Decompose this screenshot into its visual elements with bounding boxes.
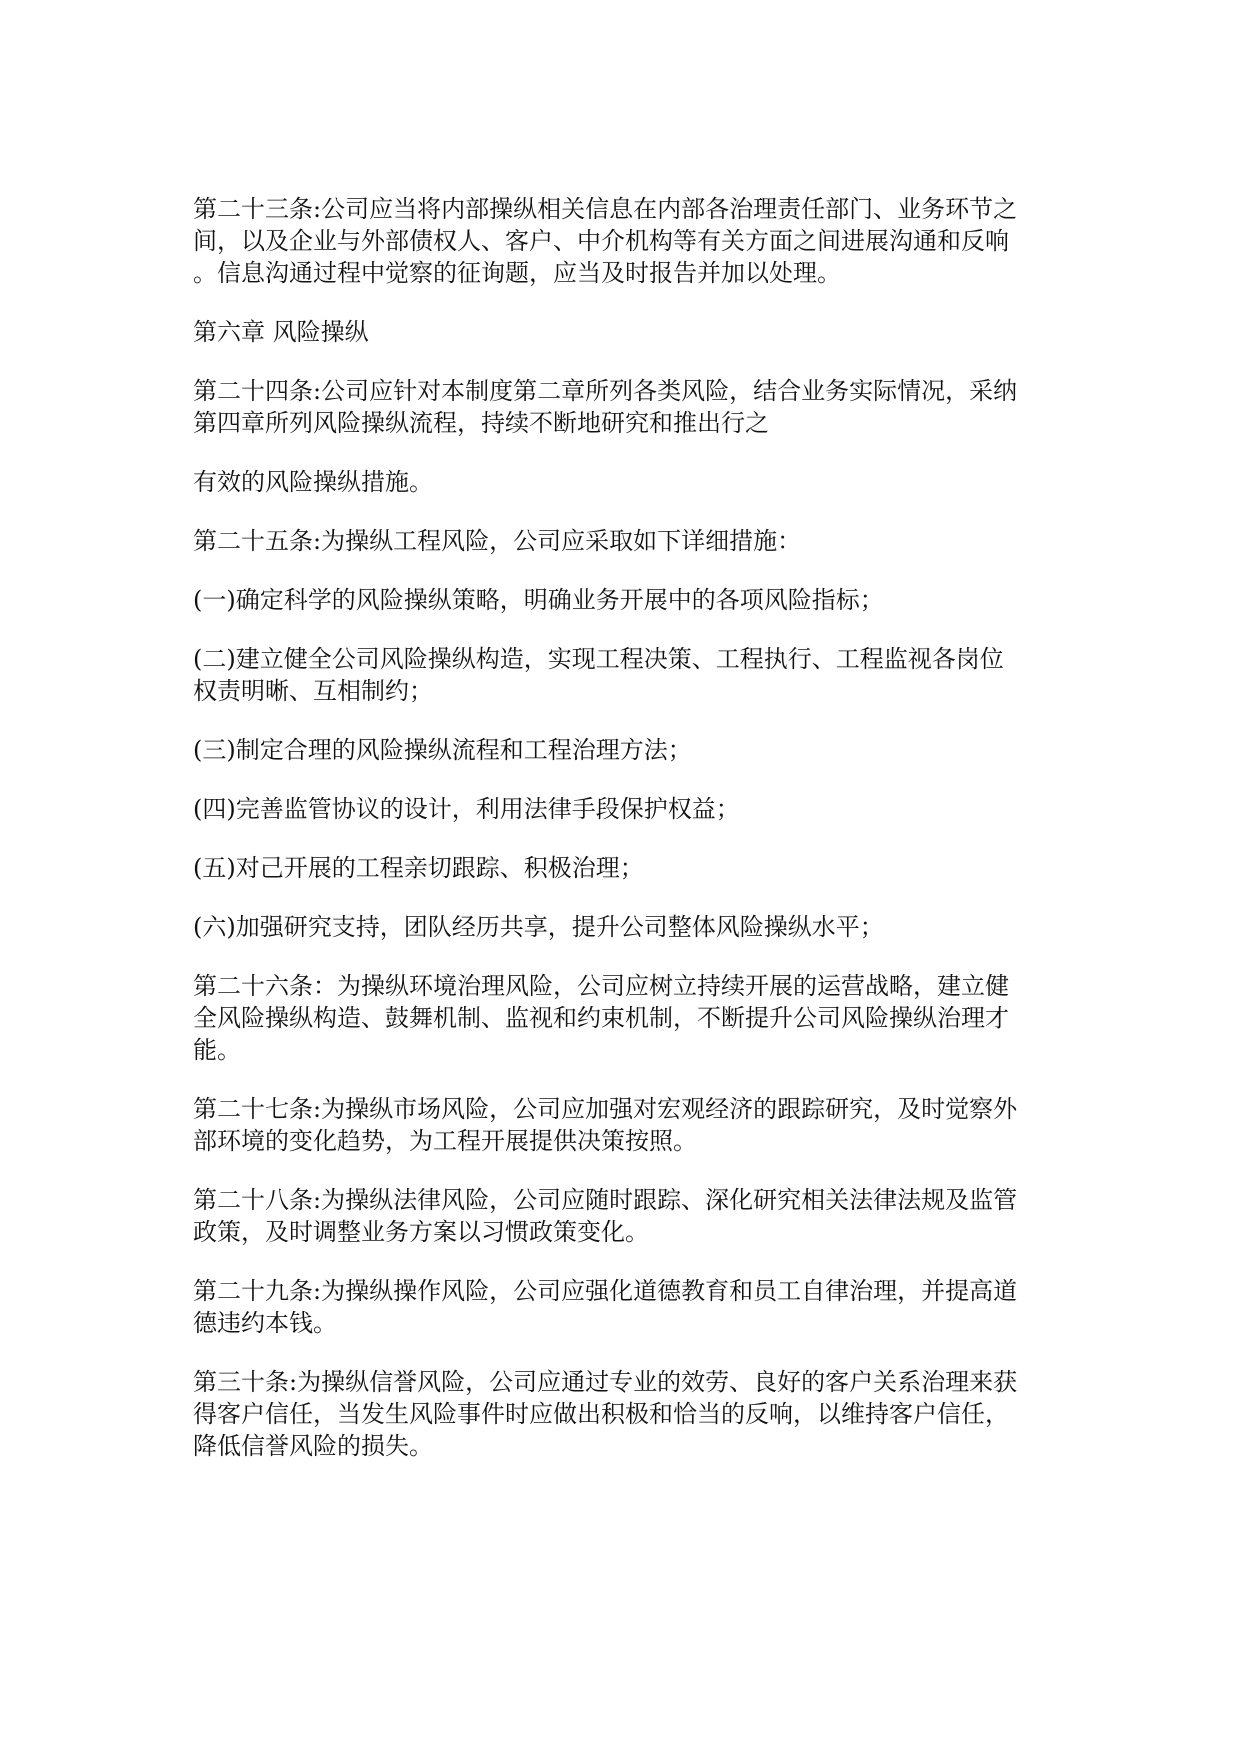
measure-item-3 xyxy=(193,734,1053,766)
text-line: 第六章 风险操纵 xyxy=(193,318,369,346)
text-line: 第二十三条:公司应当将内部操纵相关信息在内部各治理责任部门、业务环节之 xyxy=(193,195,1018,223)
text-line: 有效的风险操纵措施。 xyxy=(193,468,433,496)
text-line: (四)完善监管协议的设计，利用法律手段保护权益； xyxy=(193,795,740,823)
article-27 xyxy=(193,1093,1053,1157)
article-29 xyxy=(193,1275,1053,1339)
text-line: 第二十四条:公司应针对本制度第二章所列各类风险，结合业务实际情况，采纳 xyxy=(193,377,1018,405)
text-line: 德违约本钱。 xyxy=(193,1309,337,1337)
text-line: 全风险操纵构造、鼓舞机制、监视和约束机制，不断提升公司风险操纵治理才 xyxy=(193,1004,1009,1032)
text-line: 第四章所列风险操纵流程，持续不断地研究和推出行之 xyxy=(193,409,769,437)
text-line: 第二十九条:为操纵操作风险，公司应强化道德教育和员工自律治理，并提高道 xyxy=(193,1277,1018,1305)
text-line: (六)加强研究支持，团队经历共享，提升公司整体风险操纵水平； xyxy=(193,913,884,941)
measure-item-5 xyxy=(193,852,1053,884)
text-line: 得客户信任，当发生风险事件时应做出积极和恰当的反响，以维持客户信任， xyxy=(193,1400,1009,1428)
article-24-continuation xyxy=(193,466,1053,498)
text-line: (二)建立健全公司风险操纵构造，实现工程决策、工程执行、工程监视各岗位 xyxy=(193,645,1004,673)
chapter-heading xyxy=(193,316,1053,348)
measure-item-4 xyxy=(193,793,1053,825)
text-line: 第三十条:为操纵信誉风险，公司应通过专业的效劳、良好的客户关系治理来获 xyxy=(193,1368,1018,1396)
document-page xyxy=(193,193,1053,1462)
text-line: (一)确定科学的风险操纵策略，明确业务开展中的各项风险指标； xyxy=(193,586,884,614)
measure-item-2 xyxy=(193,643,1053,707)
measure-item-6 xyxy=(193,911,1053,943)
text-line: 能。 xyxy=(193,1036,241,1064)
text-line: 间，以及企业与外部债权人、客户、中介机构等有关方面之间进展沟通和反响 xyxy=(193,227,1009,255)
article-23 xyxy=(193,193,1053,289)
article-24 xyxy=(193,375,1053,439)
text-line: 。信息沟通过程中觉察的征询题，应当及时报告并加以处理。 xyxy=(193,259,841,287)
article-30 xyxy=(193,1366,1053,1462)
text-line: 第二十六条：为操纵环境治理风险，公司应树立持续开展的运营战略，建立健 xyxy=(193,972,1009,1000)
text-line: 第二十五条:为操纵工程风险，公司应采取如下详细措施： xyxy=(193,527,802,555)
text-line: 第二十八条:为操纵法律风险，公司应随时跟踪、深化研究相关法律法规及监管 xyxy=(193,1186,1018,1214)
text-line: 权责明晰、互相制约； xyxy=(193,677,433,705)
article-26 xyxy=(193,970,1053,1066)
text-line: 第二十七条:为操纵市场风险，公司应加强对宏观经济的跟踪研究，及时觉察外 xyxy=(193,1095,1018,1123)
text-line: 部环境的变化趋势，为工程开展提供决策按照。 xyxy=(193,1127,697,1155)
article-28 xyxy=(193,1184,1053,1248)
article-25 xyxy=(193,525,1053,557)
text-line: (五)对己开展的工程亲切跟踪、积极治理； xyxy=(193,854,644,882)
text-line: (三)制定合理的风险操纵流程和工程治理方法； xyxy=(193,736,692,764)
text-line: 降低信誉风险的损失。 xyxy=(193,1432,433,1460)
text-line: 政策，及时调整业务方案以习惯政策变化。 xyxy=(193,1218,649,1246)
measure-item-1 xyxy=(193,584,1053,616)
